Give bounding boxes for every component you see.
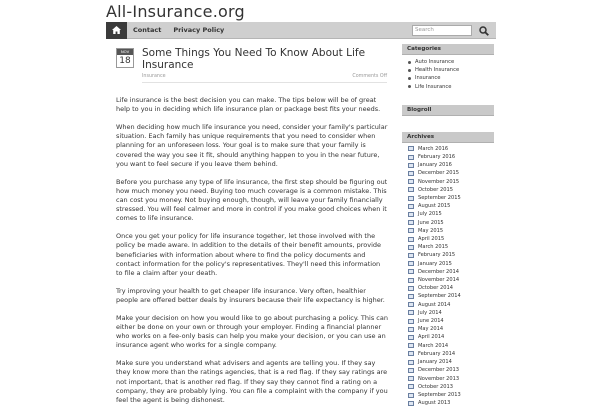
archive-item[interactable] (408, 235, 494, 243)
archive-label: December 2013 (418, 367, 459, 374)
archive-item[interactable] (408, 260, 494, 268)
main-navbar (106, 22, 496, 39)
post-paragraph: When deciding how much life insurance you need, consider your family's particular situation. Each family has unique requirements that you need to consider when planning for an unforeseen loss. Your goal is to make sure that your family is covered the way you see it fit, should anything happen to you in the near future, you want to feel secure if you leave them behind. (116, 123, 388, 168)
calendar-icon (408, 187, 414, 192)
archive-label: October 2014 (418, 285, 453, 292)
archive-item[interactable] (408, 276, 494, 284)
archive-label: August 2013 (418, 400, 451, 407)
archive-item[interactable] (408, 358, 494, 366)
archive-item[interactable] (408, 153, 494, 161)
calendar-icon (408, 368, 414, 373)
calendar-icon (408, 360, 414, 365)
calendar-icon (408, 278, 414, 283)
calendar-icon (408, 212, 414, 217)
archive-label: August 2014 (418, 301, 451, 308)
calendar-icon (408, 343, 414, 348)
calendar-icon (408, 220, 414, 225)
search-button[interactable] (477, 24, 491, 37)
archive-item[interactable] (408, 350, 494, 358)
archive-item[interactable] (408, 309, 494, 317)
archives-widget-title: Archives (402, 132, 494, 143)
bullet-icon (408, 69, 411, 72)
post-body (116, 96, 388, 414)
archive-item[interactable] (408, 399, 494, 407)
calendar-icon (408, 179, 414, 184)
archive-item[interactable] (408, 301, 494, 309)
archive-label: December 2014 (418, 268, 459, 275)
archive-label: June 2015 (418, 219, 444, 226)
post-date-day: 18 (119, 56, 131, 66)
category-label: Health Insurance (415, 67, 460, 74)
archive-item[interactable] (408, 391, 494, 399)
post-date-badge (116, 48, 134, 68)
post-meta (142, 74, 387, 83)
archive-item[interactable] (408, 268, 494, 276)
archive-label: November 2015 (418, 178, 460, 185)
calendar-icon (408, 319, 414, 324)
nav-link-contact[interactable]: Contact (133, 25, 162, 34)
calendar-icon (408, 269, 414, 274)
archive-label: January 2014 (418, 359, 452, 366)
nav-home-button[interactable] (106, 22, 127, 39)
calendar-icon (408, 204, 414, 209)
search-input[interactable]: Search (412, 25, 472, 36)
archive-item[interactable] (408, 178, 494, 186)
archive-item[interactable] (408, 194, 494, 202)
archive-item[interactable] (408, 284, 494, 292)
category-label: Life Insurance (415, 83, 452, 90)
calendar-icon (408, 155, 414, 160)
archives-list (402, 143, 494, 408)
post-paragraph: Once you get your policy for life insurance together, let those involved with the policy be made aware. In addition to the details of their benefit amounts, provide beneficiaries with information about where to find the policy documents and contact information for the policy's representatives. They'll need this information to file a claim after your death. (116, 232, 382, 278)
home-icon (112, 26, 121, 34)
archive-label: January 2015 (418, 260, 452, 267)
calendar-icon (408, 384, 414, 389)
archive-label: July 2014 (418, 309, 442, 316)
archive-label: March 2014 (418, 342, 449, 349)
archive-item[interactable] (408, 169, 494, 177)
category-item[interactable] (408, 66, 494, 74)
archive-label: March 2015 (418, 244, 449, 251)
post-title[interactable]: Some Things You Need To Know About Life Insurance (142, 47, 366, 71)
archive-label: December 2015 (418, 170, 459, 177)
magnifier-icon (479, 26, 489, 36)
calendar-icon (408, 401, 414, 406)
site-title[interactable]: All-Insurance.org (106, 2, 245, 21)
category-label: Auto Insurance (415, 59, 455, 65)
category-label: Insurance (415, 75, 441, 82)
archive-label: January 2016 (418, 162, 452, 169)
category-item[interactable] (408, 83, 494, 91)
archive-item[interactable] (408, 186, 494, 194)
archive-label: May 2014 (418, 326, 444, 333)
archive-label: September 2014 (418, 293, 461, 300)
archive-label: February 2015 (418, 252, 456, 259)
calendar-icon (408, 261, 414, 266)
archive-item[interactable] (408, 251, 494, 259)
category-item[interactable] (408, 74, 494, 82)
post-date-month: NOV (117, 49, 133, 55)
post-paragraph: Before you purchase any type of life insurance, the first step should be figuring out how much money you need. Buying too much coverage is a common mistake. This can cost you money. Not buying enough, though, will leave your family financially stressed. You will feel calmer and more in control if you make good choices when it comes to life insurance. (116, 177, 388, 223)
calendar-icon (408, 245, 414, 250)
calendar-icon (408, 228, 414, 233)
archive-label: August 2015 (418, 203, 451, 210)
post-comments-status: Comments Off (352, 74, 387, 79)
archive-item[interactable] (408, 161, 494, 169)
archive-item[interactable] (408, 317, 494, 325)
calendar-icon (408, 146, 414, 151)
calendar-icon (408, 286, 414, 291)
archive-item[interactable] (408, 383, 494, 391)
calendar-icon (408, 310, 414, 315)
archive-label: April 2014 (418, 334, 445, 341)
archive-item[interactable] (408, 333, 494, 341)
archive-label: June 2014 (418, 318, 444, 325)
archive-item[interactable] (408, 227, 494, 235)
blogroll-widget-title: Blogroll (402, 105, 494, 116)
post-paragraph: Make your decision on how you would like to go about purchasing a policy. This can either be done on your own or through your employer. Finding a financial planner who works on a fee-only basis can help you make your decision, or you can use an insurance agent who works for a single company. (116, 313, 388, 350)
archive-item[interactable] (408, 219, 494, 227)
archive-label: February 2016 (418, 154, 456, 161)
archive-label: October 2013 (418, 383, 453, 390)
archive-item[interactable] (408, 342, 494, 350)
archive-label: September 2013 (418, 391, 461, 398)
archive-item[interactable] (408, 292, 494, 300)
archive-item[interactable] (408, 210, 494, 218)
archive-label: February 2014 (418, 350, 456, 357)
archive-label: March 2016 (418, 145, 449, 152)
calendar-icon (408, 237, 414, 242)
archive-item[interactable] (408, 145, 494, 153)
archive-label: October 2015 (418, 186, 453, 193)
bullet-icon (408, 61, 411, 64)
archive-item[interactable] (408, 243, 494, 251)
calendar-icon (408, 253, 414, 258)
bullet-icon (408, 77, 411, 80)
archive-item[interactable] (408, 366, 494, 374)
category-item[interactable] (408, 58, 494, 66)
calendar-icon (408, 171, 414, 176)
calendar-icon (408, 335, 414, 340)
post-category-link[interactable]: Insurance (142, 74, 166, 79)
archive-label: November 2014 (418, 277, 460, 284)
archive-item[interactable] (408, 325, 494, 333)
calendar-icon (408, 327, 414, 332)
calendar-icon (408, 393, 414, 398)
calendar-icon (408, 351, 414, 356)
bullet-icon (408, 85, 411, 88)
archive-label: May 2015 (418, 227, 444, 234)
archive-item[interactable] (408, 375, 494, 383)
categories-widget-title: Categories (402, 44, 494, 55)
calendar-icon (408, 163, 414, 168)
calendar-icon (408, 302, 414, 307)
post-paragraph: Try improving your health to get cheaper life insurance. Very often, healthier people are offered better deals by insurers because their life expectancy is higher. (116, 286, 385, 305)
sidebar (402, 44, 494, 407)
nav-link-privacy-policy[interactable]: Privacy Policy (173, 25, 225, 34)
archive-label: April 2015 (418, 236, 445, 243)
calendar-icon (408, 196, 414, 201)
post-paragraph: Life insurance is the best decision you can make. The tips below will be of great help to you in deciding which life insurance plan or package best fits your needs. (116, 96, 381, 114)
archive-label: September 2015 (418, 195, 461, 202)
calendar-icon (408, 376, 414, 381)
calendar-icon (408, 294, 414, 299)
archive-label: July 2015 (418, 211, 442, 218)
archive-item[interactable] (408, 202, 494, 210)
post-paragraph: Make sure you understand what advisers and agents are telling you. If they say they know more than the ratings agencies, that is a red flag. If they say ratings are not important, that is another red flag. If they say they cannot find a rating on a company, they are probably lying. You can file a complaint with the company if you feel the agent is being dishonest. (116, 359, 388, 405)
categories-list (402, 55, 494, 95)
archive-label: November 2013 (418, 375, 460, 382)
